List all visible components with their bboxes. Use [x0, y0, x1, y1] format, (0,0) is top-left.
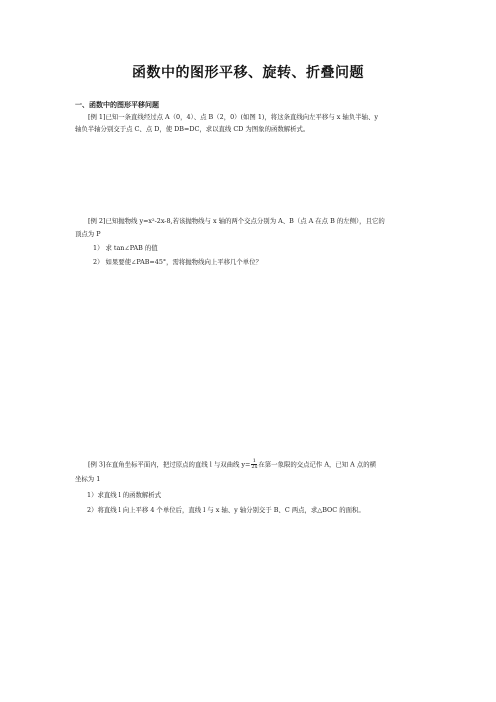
example-2-question-1: 1） 求 tan∠PAB 的值	[93, 244, 158, 252]
fraction	[251, 459, 257, 470]
example-2-line-2: 顶点为 P	[75, 230, 101, 238]
example-2-line-1: [例 2]已知抛物线 y=x²-2x-8,若该抛物线与 x 轴的两个交点分别为 A、B（点 A 在点 B 的左侧），且它的	[88, 217, 385, 225]
example-3-line-1	[88, 459, 376, 471]
fraction-numerator: 1	[252, 458, 256, 464]
example-3-question-2: 2）将直线 l 向上平移 4 个单位后，直线 l 与 x 轴、y 轴分别交于 B、C 两点，求△BOC 的面积。	[87, 506, 365, 514]
section-heading: 一、函数中的图形平移问题	[75, 101, 159, 109]
fraction-denominator: 2x	[251, 464, 258, 470]
example-3-line-2: 坐标为 1	[75, 475, 101, 483]
page-title: 函数中的图形平移、旋转、折叠问题	[132, 65, 364, 81]
example-3-line-1-post: 在第一象限的交点记作 A，已知 A 点的横	[258, 460, 376, 469]
example-3-line-1-pre: [例 3]在直角坐标平面内，把过原点的直线 l 与双曲线 y=	[88, 460, 251, 469]
example-1-line-2: 轴负半轴分别交于点 C、点 D，使 DB=DC，求以直线 CD 为图象的函数解析式。	[75, 125, 310, 133]
example-1-line-1: [例 1]已知一条直线经过点 A（0，4）、点 B（2，0）(如图 1)，将这条直线向左平移与 x 轴负半轴、y	[88, 113, 378, 121]
example-3-question-1: 1）求直线 l 的函数解析式	[87, 491, 162, 499]
example-2-question-2: 2） 如果要使∠PAB=45°，需将抛物线向上平移几个单位？	[93, 258, 262, 266]
